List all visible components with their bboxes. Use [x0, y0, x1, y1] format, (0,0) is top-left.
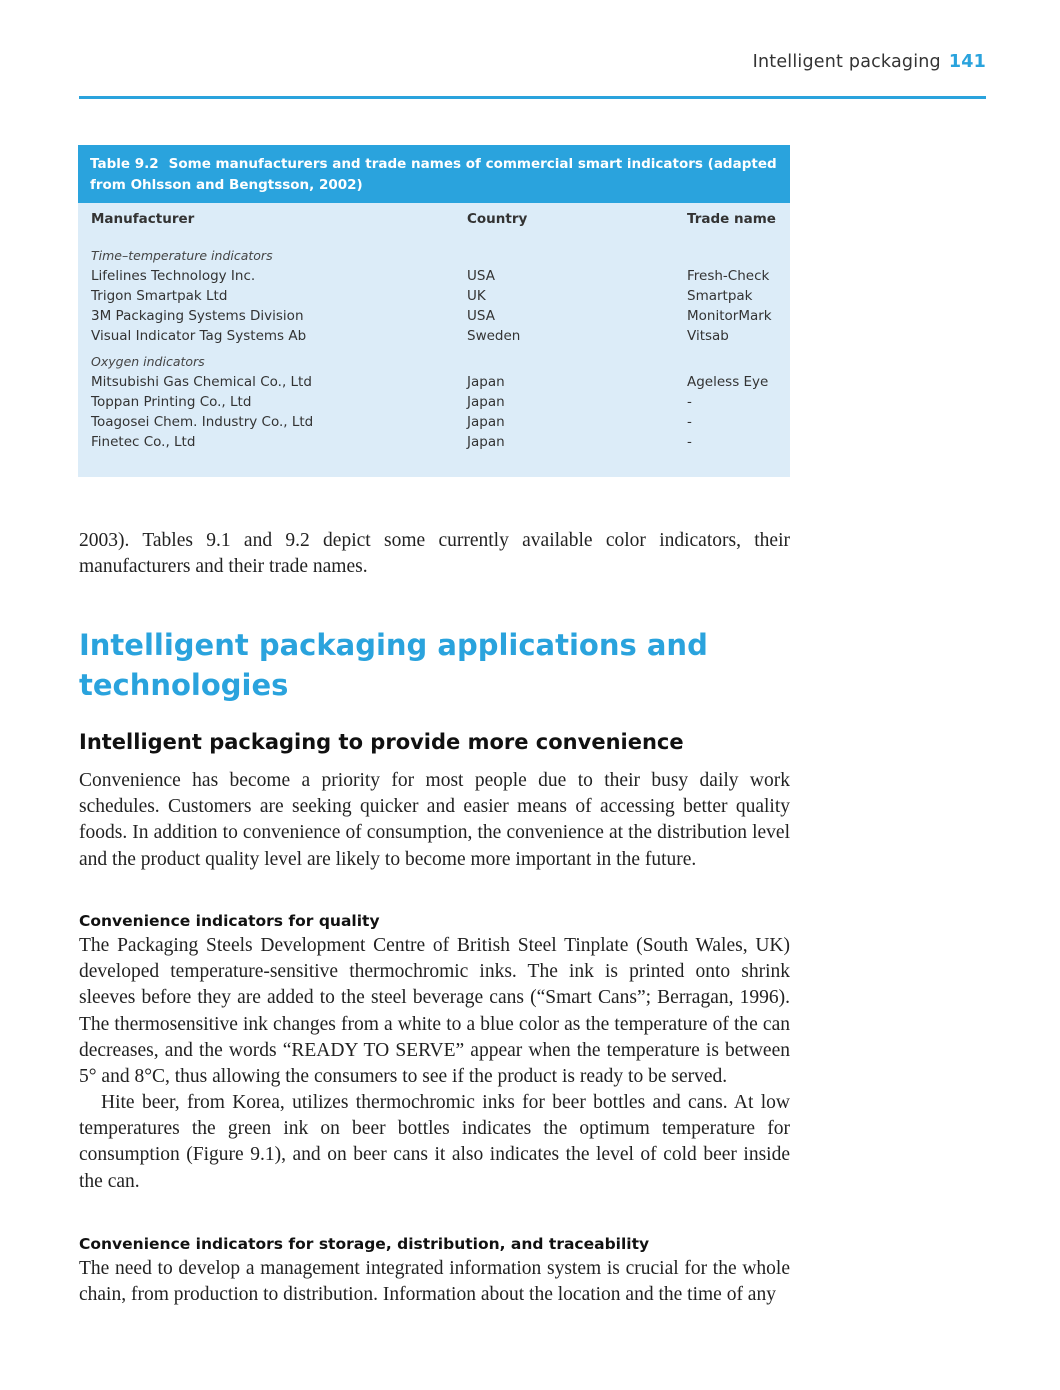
cell-trade-name: MonitorMark — [687, 308, 772, 324]
cell-country: Sweden — [467, 328, 521, 344]
cell-country: USA — [467, 268, 495, 284]
cell-trade-name: Ageless Eye — [687, 374, 769, 390]
table-row — [78, 266, 790, 286]
table-group-title — [78, 352, 790, 372]
group-title-time-temperature: Time–temperature indicators — [91, 248, 273, 263]
cell-manufacturer: Toagosei Chem. Industry Co., Ltd — [91, 414, 314, 430]
cell-trade-name: Smartpak — [687, 288, 753, 304]
quality-paragraph-2: Hite beer, from Korea, utilizes thermochromic inks for beer bottles and cans. At low temperatures the green ink on beer bottles indicates the optimum temperature for consumption (Figure 9.1), and on beer cans it also indicates the level of cold beer inside the can. — [79, 1092, 790, 1192]
cell-trade-name: Fresh-Check — [687, 268, 770, 284]
convenience-paragraph: Convenience has become a priority for most people due to their busy daily work schedules. Customers are seeking quicker and easier means of accessing better quality foods. In addition to convenience of consumption, the convenience at the distribution level and the product quality level are likely to become more important in the future. — [79, 770, 790, 870]
table-row — [78, 432, 790, 452]
storage-heading: Convenience indicators for storage, distribution, and traceability — [79, 1235, 650, 1253]
cell-manufacturer: Trigon Smartpak Ltd — [91, 288, 228, 304]
table-row — [78, 372, 790, 392]
cell-manufacturer: Lifelines Technology Inc. — [91, 268, 256, 284]
table-header-row — [78, 205, 790, 233]
cell-manufacturer: Finetec Co., Ltd — [91, 434, 196, 450]
table-caption — [78, 145, 790, 203]
table-row — [78, 306, 790, 326]
cell-country: Japan — [467, 414, 505, 430]
column-header-manufacturer: Manufacturer — [91, 211, 195, 227]
cell-country: Japan — [467, 394, 505, 410]
column-header-country: Country — [467, 211, 528, 227]
intro-paragraph: 2003). Tables 9.1 and 9.2 depict some currently available color indicators, their manufacturers and their trade names. — [79, 530, 790, 578]
page-number: 141 — [948, 52, 986, 72]
cell-country: USA — [467, 308, 495, 324]
table-caption-label: Table 9.2 — [90, 156, 159, 172]
group-title-oxygen: Oxygen indicators — [91, 354, 205, 369]
table-caption-text: Some manufacturers and trade names of commercial smart indicators (adapted from Ohlsson and Bengtsson, 2002) — [90, 156, 777, 193]
running-head-title: Intelligent packaging — [752, 52, 941, 72]
cell-trade-name: - — [687, 394, 692, 410]
running-head — [753, 52, 986, 72]
column-header-trade-name: Trade name — [687, 211, 776, 227]
cell-trade-name: - — [687, 434, 692, 450]
cell-manufacturer: Toppan Printing Co., Ltd — [91, 394, 252, 410]
table-row — [78, 326, 790, 346]
quality-heading: Convenience indicators for quality — [79, 912, 380, 930]
table-row — [78, 392, 790, 412]
cell-manufacturer: Mitsubishi Gas Chemical Co., Ltd — [91, 374, 312, 390]
cell-manufacturer: Visual Indicator Tag Systems Ab — [91, 328, 307, 344]
table-group-title — [78, 246, 790, 266]
storage-paragraph: The need to develop a management integrated information system is crucial for the whole chain, from production to distribution. Information about the location and the time of any — [79, 1258, 790, 1306]
cell-manufacturer: 3M Packaging Systems Division — [91, 308, 304, 324]
cell-country: UK — [467, 288, 486, 304]
table-row — [78, 412, 790, 432]
cell-country: Japan — [467, 434, 505, 450]
section-heading: Intelligent packaging applications and technologies — [79, 628, 708, 702]
table-9-2 — [78, 145, 790, 477]
table-body — [78, 205, 790, 452]
header-rule — [79, 96, 986, 99]
cell-trade-name: Vitsab — [687, 328, 729, 344]
cell-country: Japan — [467, 374, 505, 390]
table-row — [78, 286, 790, 306]
quality-paragraph-1: The Packaging Steels Development Centre of British Steel Tinplate (South Wales, UK) developed temperature-sensitive thermochromic inks. The ink is printed onto shrink sleeves before they are added to the steel beverage cans (“Smart Cans”; Berragan, 1996). The thermosensitive ink changes from a white to a blue color as the temperature of the can decreases, and the words “READY TO SERVE” appear when the temperature is between 5° and 8°C, thus allowing the consumers to see if the product is ready to be served. — [79, 935, 790, 1088]
cell-trade-name: - — [687, 414, 692, 430]
subsection-heading: Intelligent packaging to provide more convenience — [79, 730, 684, 754]
